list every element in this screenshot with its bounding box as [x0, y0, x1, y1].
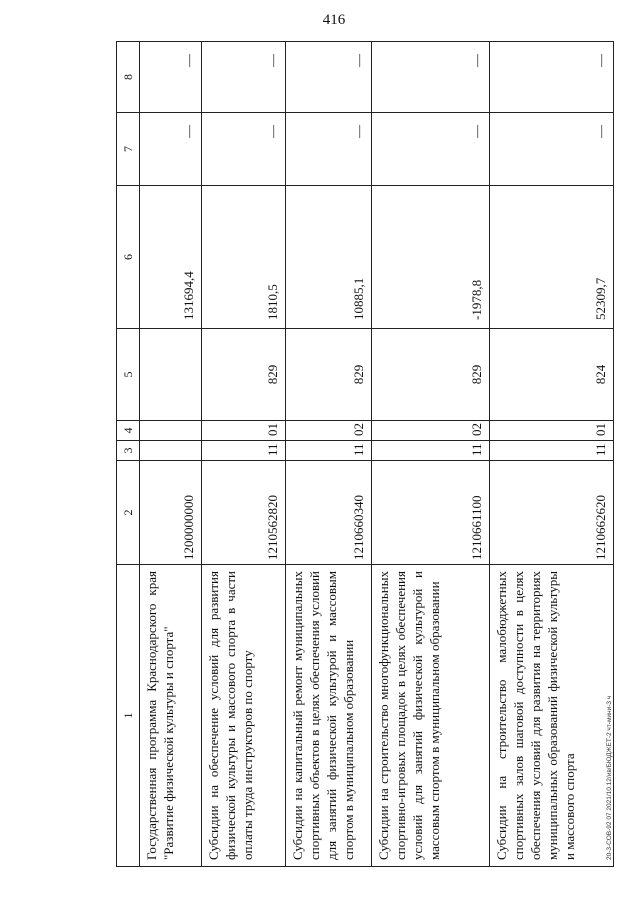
- row-sum: 1810,5: [202, 186, 286, 329]
- table-row: [286, 42, 372, 867]
- header-col-7: 7: [117, 113, 140, 186]
- row-csr: 1210661100: [372, 461, 490, 565]
- header-col-6: 6: [117, 186, 140, 329]
- row-col7: —: [372, 113, 490, 186]
- table-row: [372, 42, 490, 867]
- row-rz: [140, 441, 202, 461]
- row-rz: 11: [286, 441, 372, 461]
- row-pr: 01: [490, 421, 614, 441]
- row-csr: 1200000000: [140, 461, 202, 565]
- row-name: Субсидии на строительство малобюджетных спортивных залов шаговой доступности в целях обеспечения условий для развития на территориях муниципальных образований физической культуры и массового спорта: [490, 565, 614, 867]
- header-row: [117, 42, 140, 867]
- budget-table-rotated: [116, 42, 608, 867]
- header-col-4: 4: [117, 421, 140, 441]
- header-col-1: 1: [117, 565, 140, 867]
- row-col7: —: [286, 113, 372, 186]
- row-name: Государственная программа Краснодарского края "Развитие физической культуры и спорта": [140, 565, 202, 867]
- row-name: Субсидии на строительство многофункциональных спортивно-игровых площадок в целях обеспечения условий для занятий физической культурой и массовым спортом в муниципальном образовании: [372, 565, 490, 867]
- row-sum: 10885,1: [286, 186, 372, 329]
- row-rz: 11: [490, 441, 614, 461]
- row-rz: 11: [372, 441, 490, 461]
- row-sum: -1978,8: [372, 186, 490, 329]
- row-col7: —: [202, 113, 286, 186]
- row-vr: 824: [490, 329, 614, 421]
- header-col-3: 3: [117, 441, 140, 461]
- table-row: [202, 42, 286, 867]
- row-sum: 131694,4: [140, 186, 202, 329]
- row-rz: 11: [202, 441, 286, 461]
- row-name: Субсидии на капитальный ремонт муниципальных спортивных объектов в целях обеспечения условий для занятий физической культурой и массовым спортом в муниципальном образовании: [286, 565, 372, 867]
- side-note-text: 20-3-СОВ-92 07 2021/10.12/ив/БЮДЖЕТ-2 чт-мини-3 ч: [606, 695, 613, 860]
- row-vr: 829: [202, 329, 286, 421]
- row-csr: 1210662620: [490, 461, 614, 565]
- row-col8: —: [286, 42, 372, 113]
- row-col7: —: [140, 113, 202, 186]
- table-row: [140, 42, 202, 867]
- row-vr: 829: [286, 329, 372, 421]
- row-sum: 52309,7: [490, 186, 614, 329]
- row-vr: [140, 329, 202, 421]
- header-col-8: 8: [117, 42, 140, 113]
- row-col8: —: [202, 42, 286, 113]
- row-pr: 02: [286, 421, 372, 441]
- row-pr: [140, 421, 202, 441]
- budget-table: [116, 41, 614, 867]
- table-row: [490, 42, 614, 867]
- row-col8: —: [372, 42, 490, 113]
- row-csr: 1210660340: [286, 461, 372, 565]
- row-vr: 829: [372, 329, 490, 421]
- row-col7: —: [490, 113, 614, 186]
- row-pr: 01: [202, 421, 286, 441]
- row-col8: —: [140, 42, 202, 113]
- row-csr: 1210562820: [202, 461, 286, 565]
- budget-table-frame: [116, 42, 608, 867]
- header-col-2: 2: [117, 461, 140, 565]
- header-col-5: 5: [117, 329, 140, 421]
- row-name: Субсидии на обеспечение условий для развития физической культуры и массового спорта в части оплаты труда инструкторов по спорту: [202, 565, 286, 867]
- page-number: 416: [322, 12, 346, 28]
- row-col8: —: [490, 42, 614, 113]
- row-pr: 02: [372, 421, 490, 441]
